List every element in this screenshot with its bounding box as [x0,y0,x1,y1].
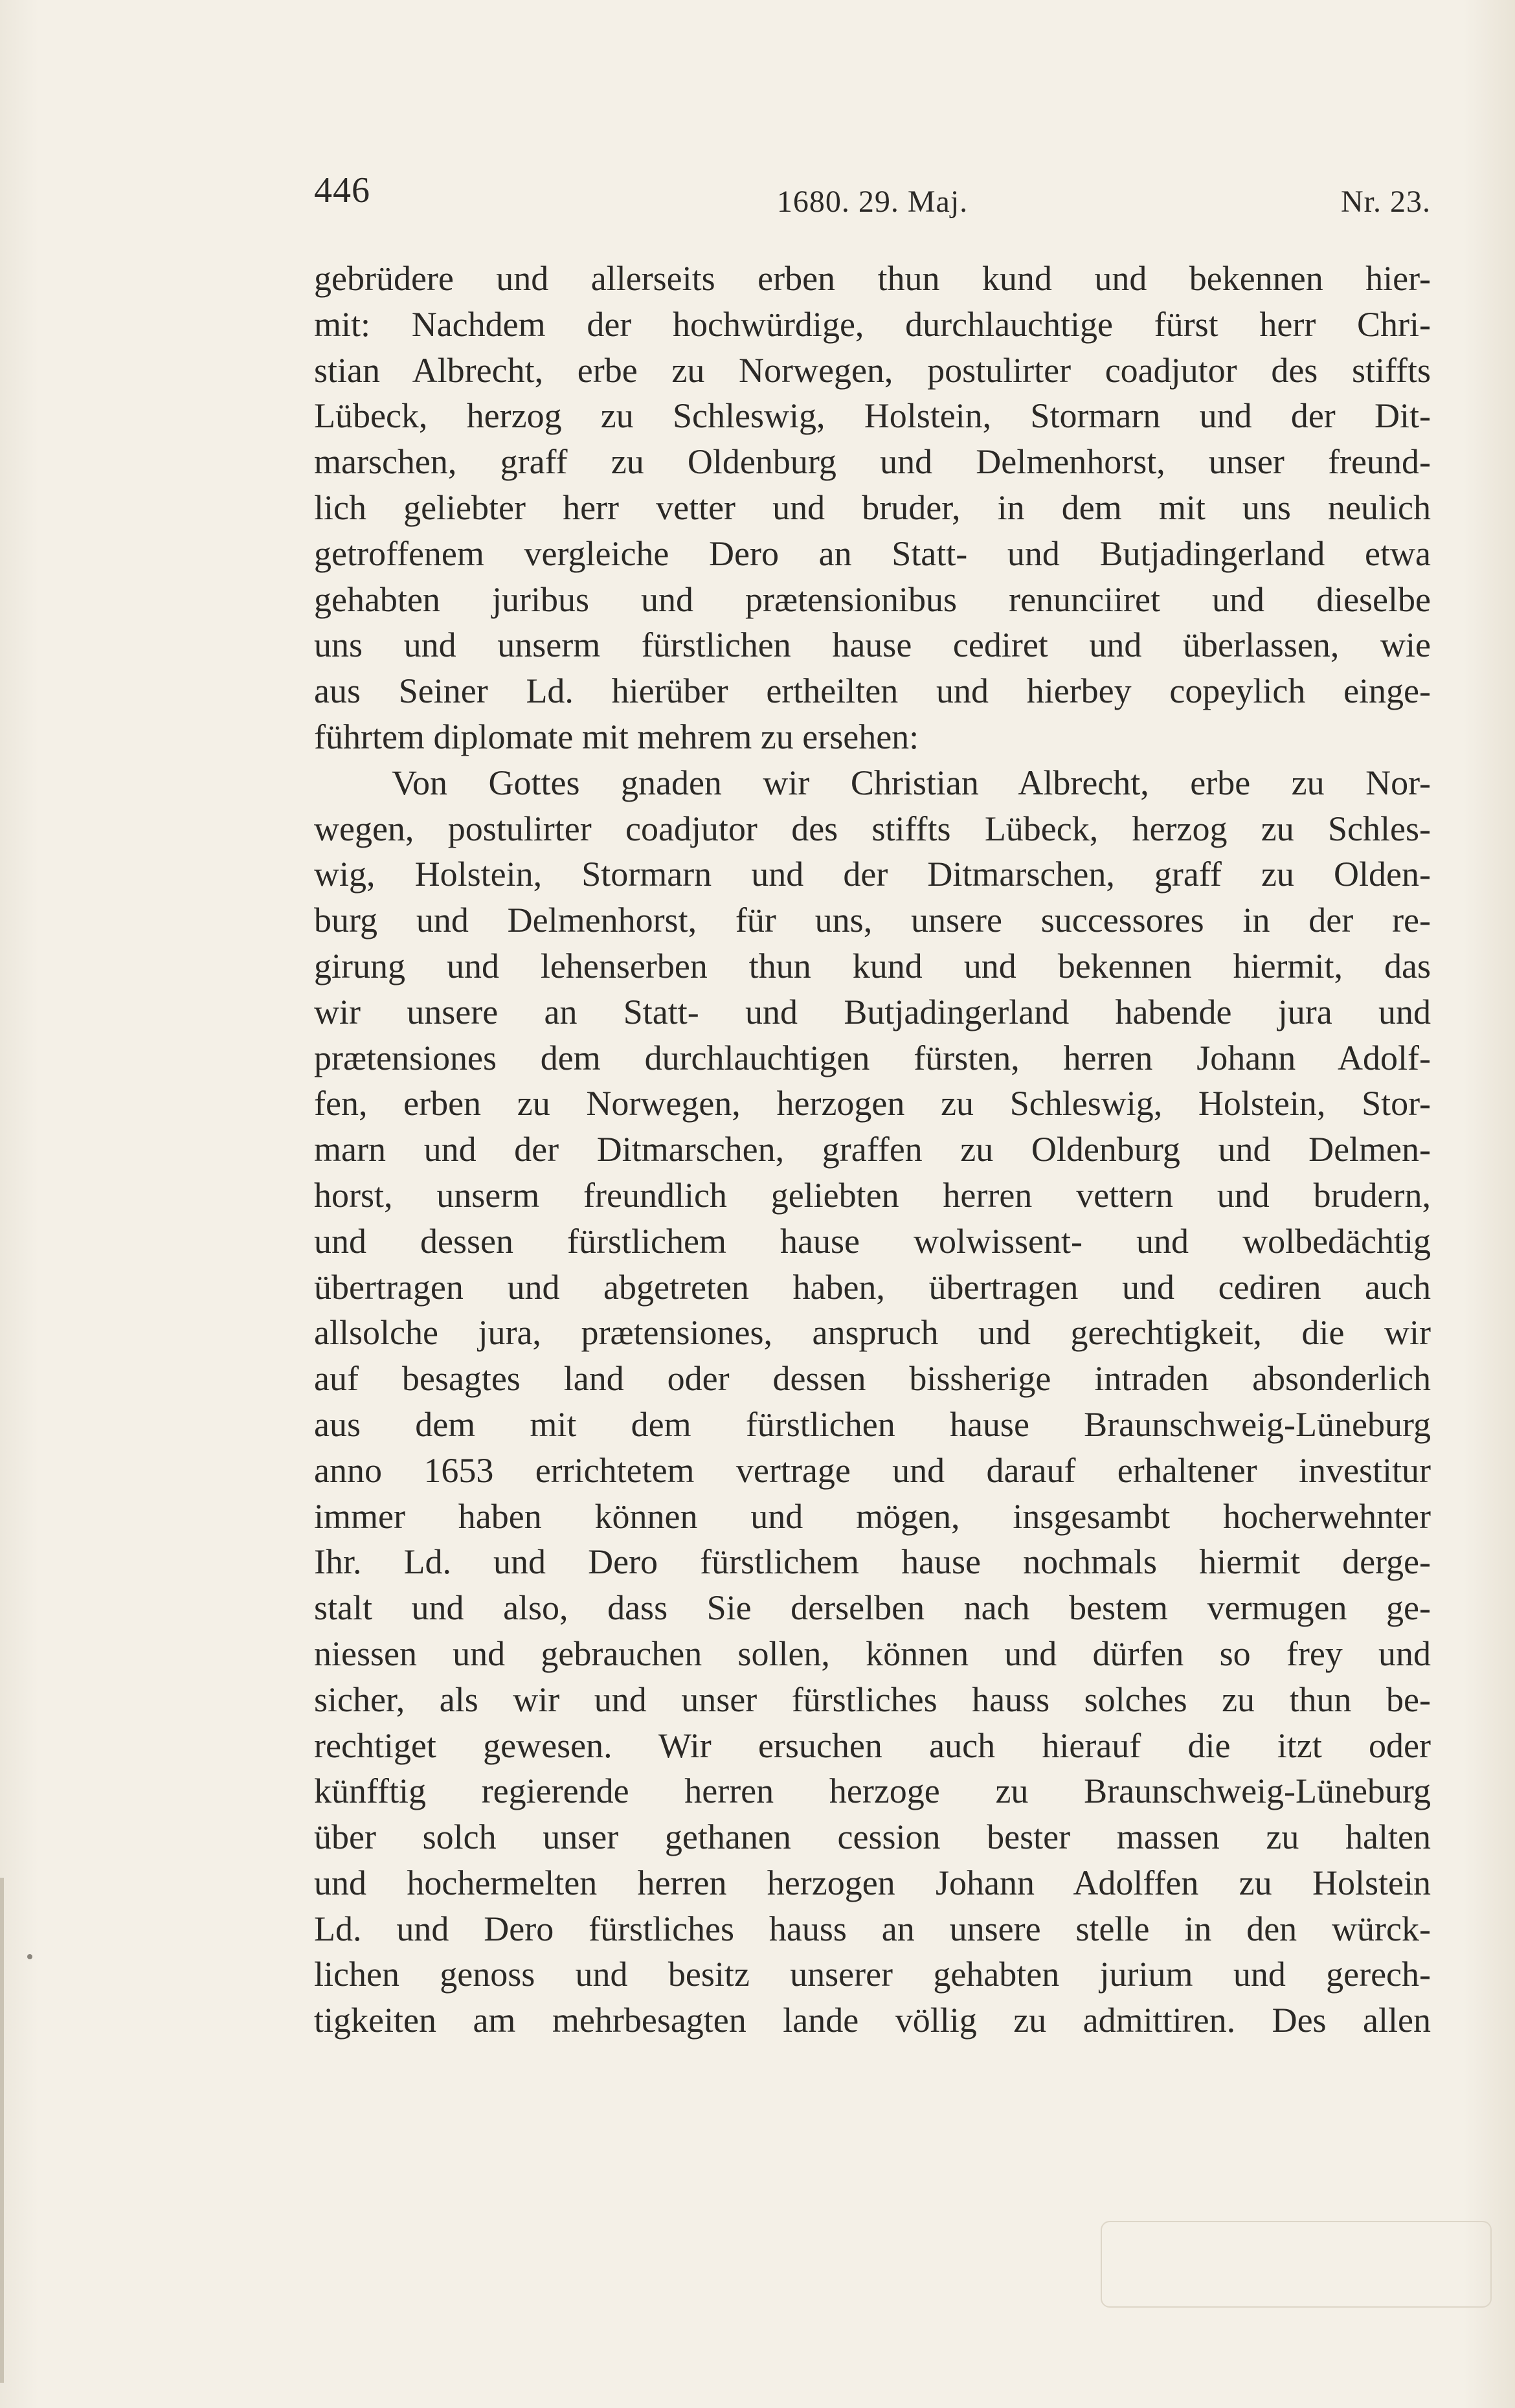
text-line: rechtiget gewesen. Wir ersuchen auch hierauf die itzt oder [314,1726,1431,1765]
text-line: horst, unserm freundlich geliebten herren vettern und brudern, [314,1175,1431,1215]
page-edge-shadow [0,1878,4,2383]
document-number: Nr. 23. [1341,185,1431,219]
text-line: lich geliebter herr vetter und bruder, in dem mit uns neulich [314,488,1431,527]
text-line: stian Albrecht, erbe zu Norwegen, postulirter coadjutor des stiffts [314,350,1431,390]
text-line: stalt und also, dass Sie derselben nach bestem vermugen ge- [314,1588,1431,1628]
text-line: marschen, graff zu Oldenburg und Delmenhorst, unser freund- [314,442,1431,482]
text-line: wegen, postulirter coadjutor des stiffts Lübeck, herzog zu Schles- [314,809,1431,848]
header-date: 1680. 29. Maj. [776,185,969,219]
text-line: Von Gottes gnaden wir Christian Albrecht, erbe zu Nor- [392,763,1431,802]
text-line: tigkeiten am mehrbesagten lande völlig zu admittiren. Des allen [314,2001,1431,2040]
text-line: allsolche jura, prætensiones, anspruch und gerechtigkeit, die wir [314,1313,1431,1353]
document-body [314,256,1431,2043]
text-line: wig, Holstein, Stormarn und der Ditmarschen, graff zu Olden- [314,855,1431,894]
text-line: sicher, als wir und unser fürstliches hauss solches zu thun be- [314,1680,1431,1719]
text-line: auf besagtes land oder dessen bissherige intraden absonderlich [314,1359,1431,1399]
text-line: gebrüdere und allerseits erben thun kund und bekennen hier- [314,259,1431,298]
text-line: übertragen und abgetreten haben, übertragen und cediren auch [314,1267,1431,1307]
text-line: uns und unserm fürstlichen hause cediret und überlassen, wie [314,625,1431,665]
text-line: marn und der Ditmarschen, graffen zu Oldenburg und Delmen- [314,1130,1431,1169]
ink-speck [27,1954,32,1959]
text-line: aus Seiner Ld. hierüber ertheilten und hierbey copeylich einge- [314,671,1431,711]
text-line: und dessen fürstlichem hause wolwissent- und wolbedächtig [314,1221,1431,1261]
text-line: lichen genoss und besitz unserer gehabten jurium und gerech- [314,1955,1431,1994]
text-line: prætensiones dem durchlauchtigen fürsten, herren Johann Adolf- [314,1038,1431,1077]
page-header [314,170,1431,221]
text-line: anno 1653 errichtetem vertrage und darauf erhaltener investitur [314,1450,1431,1490]
paragraph [314,760,1431,2043]
text-line: fen, erben zu Norwegen, herzogen zu Schleswig, Holstein, Stor- [314,1084,1431,1123]
text-line: getroffenem vergleiche Dero an Statt- und Butjadingerland etwa [314,534,1431,573]
text-line: wir unsere an Statt- und Butjadingerland habende jura und [314,992,1431,1031]
text-line: über solch unser gethanen cession bester massen zu halten [314,1817,1431,1857]
text-line: und hochermelten herren herzogen Johann Adolffen zu Holstein [314,1863,1431,1902]
faint-stamp-outline [1101,2221,1492,2308]
text-line: aus dem mit dem fürstlichen hause Braunschweig-Lüneburg [314,1404,1431,1444]
text-line: gehabten juribus und prætensionibus renunciiret und dieselbe [314,579,1431,619]
text-line: immer haben können und mögen, insgesambt hocherwehnter [314,1496,1431,1536]
text-line: Ld. und Dero fürstliches hauss an unsere stelle in den würck- [314,1909,1431,1948]
text-line: künfftig regierende herren herzoge zu Braunschweig-Lüneburg [314,1772,1431,1811]
text-line: mit: Nachdem der hochwürdige, durchlauchtige fürst herr Chri- [314,304,1431,344]
paragraph [314,256,1431,760]
text-line: burg und Delmenhorst, für uns, unsere successores in der re- [314,901,1431,940]
text-line: Lübeck, herzog zu Schleswig, Holstein, Stormarn und der Dit- [314,396,1431,436]
text-line: girung und lehenserben thun kund und bekennen hiermit, das [314,946,1431,985]
page-number: 446 [314,170,370,210]
text-line: niessen und gebrauchen sollen, können und dürfen so frey und [314,1634,1431,1673]
text-line: Ihr. Ld. und Dero fürstlichem hause nochmals hiermit derge- [314,1542,1431,1582]
text-line: führtem diplomate mit mehrem zu ersehen: [314,717,919,756]
